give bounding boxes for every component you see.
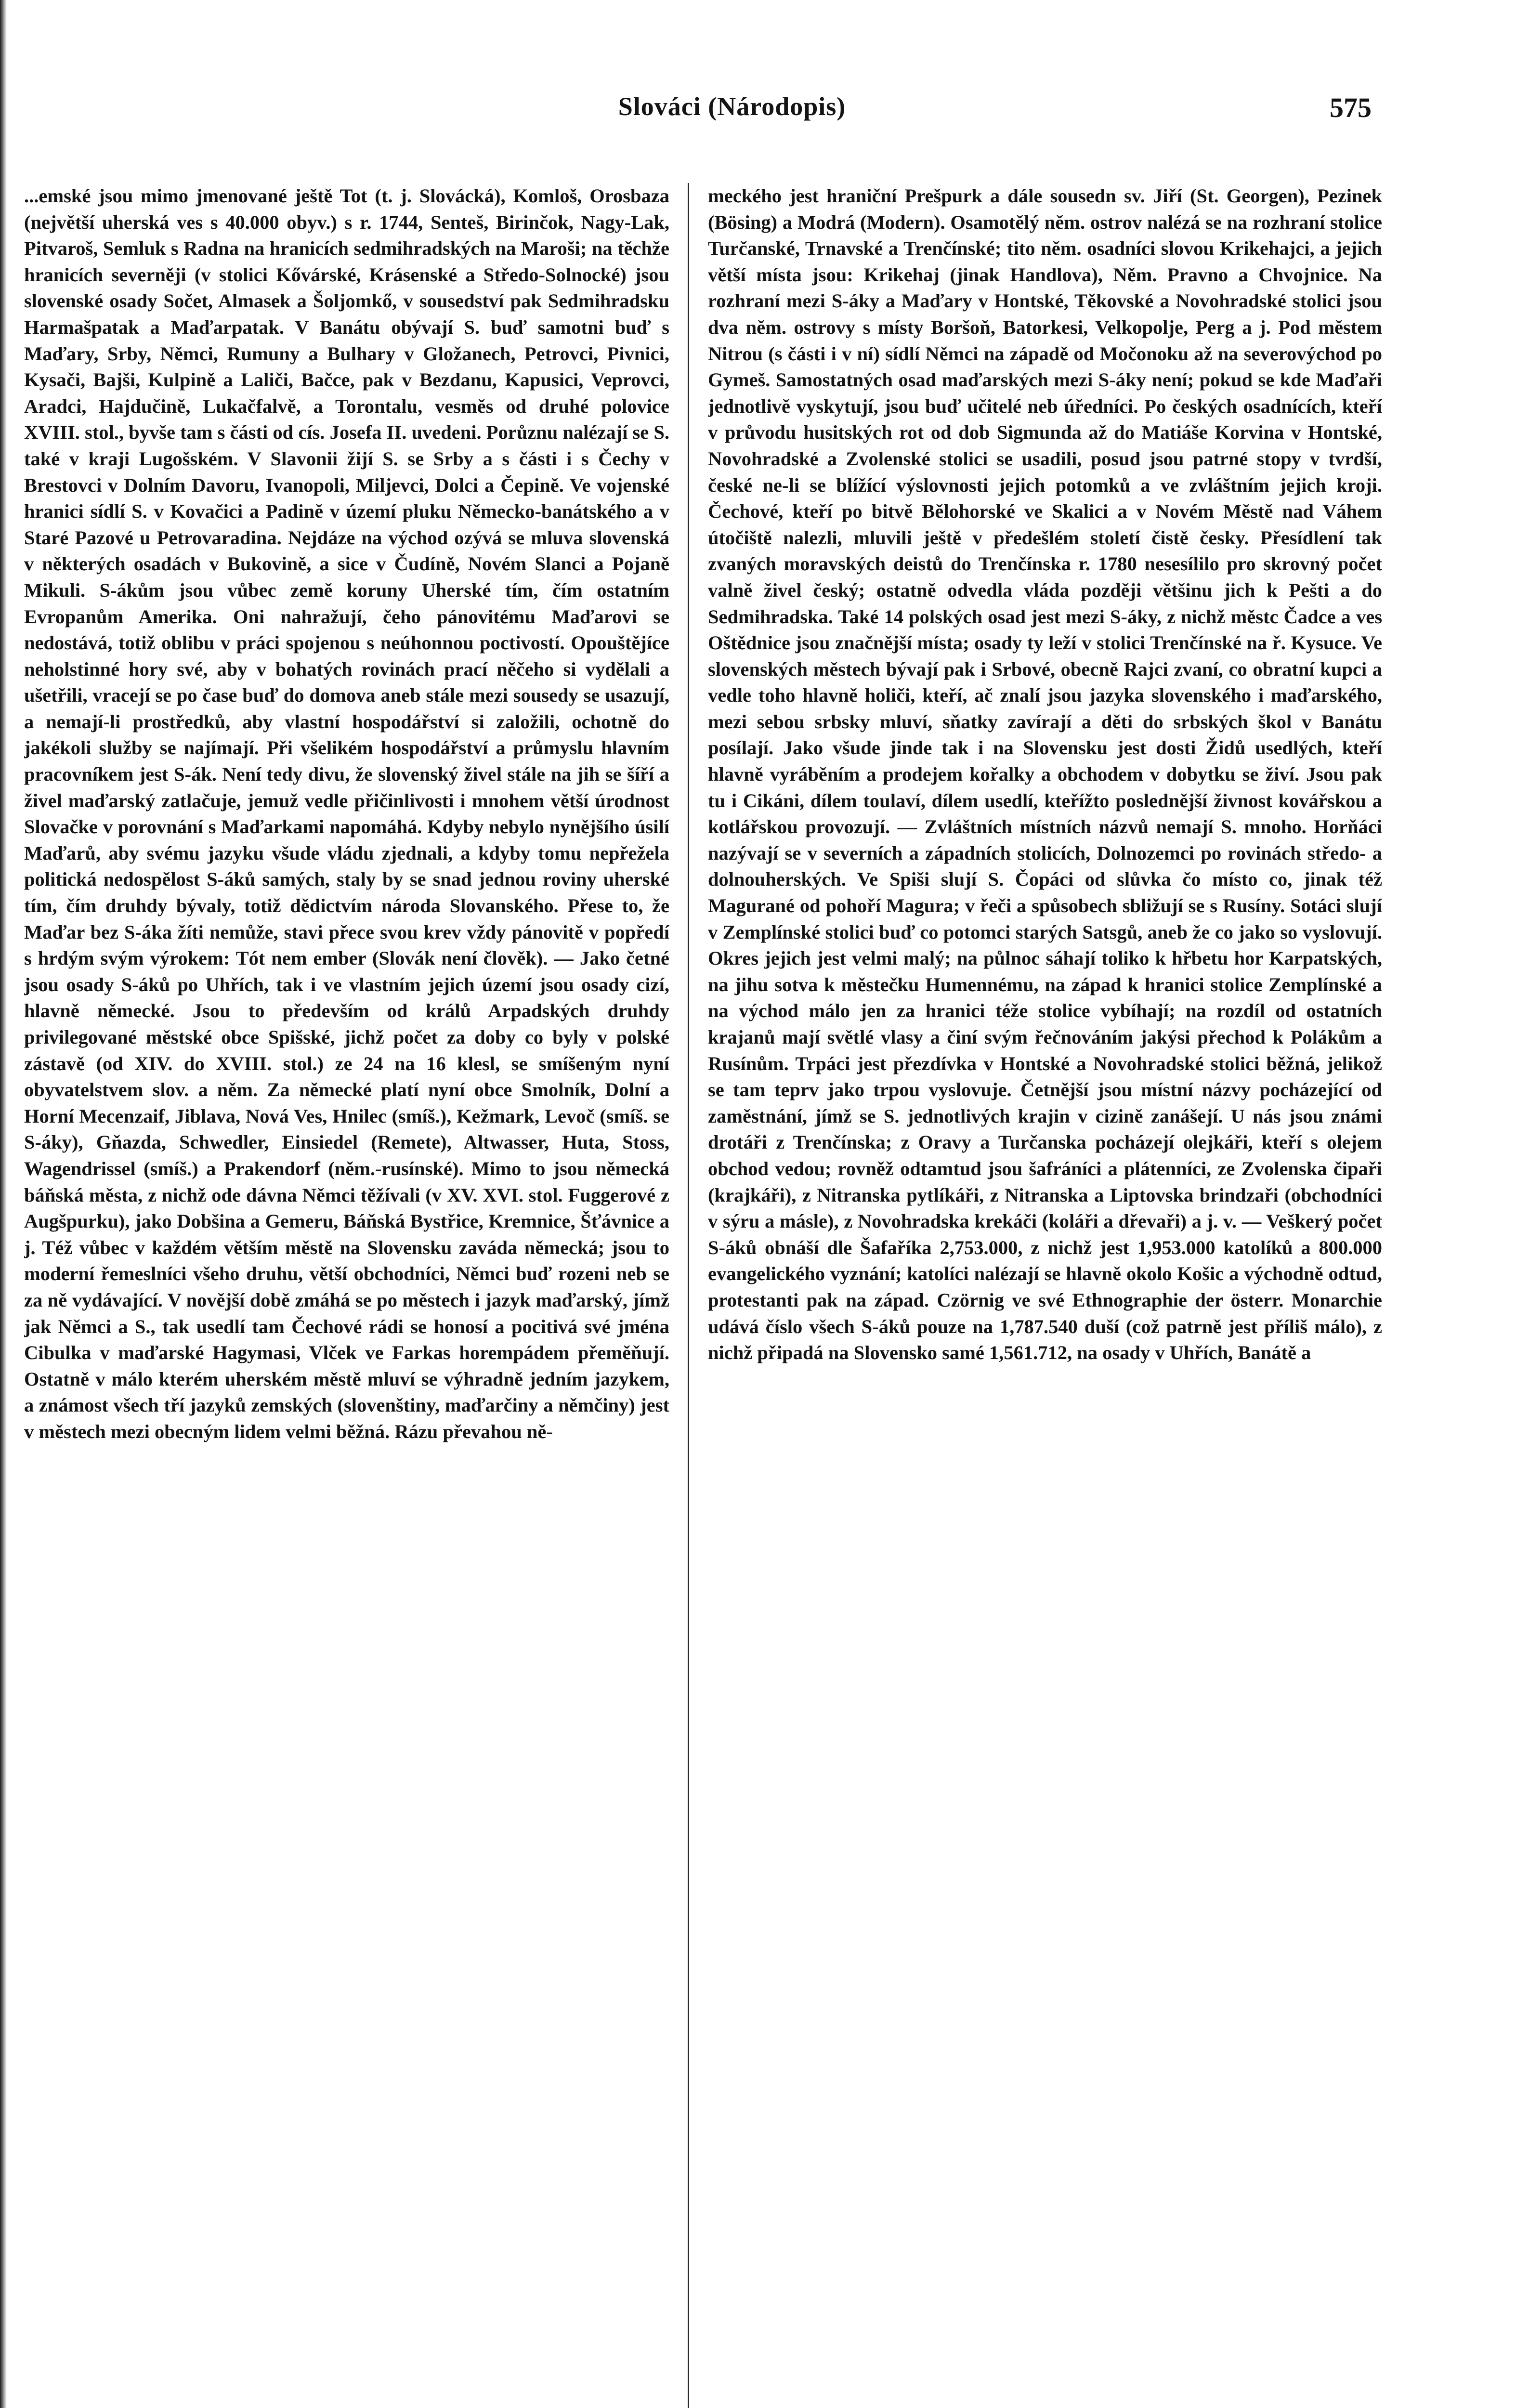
column-left-text: ...emské jsou mimo jmenované ještě Tot (t. j. Slovácká), Komloš, Orosbaza (největší uherská ves s 40.000 obyv.) s r. 1744, Senteš, Birinčok, Nagy-Lak, Pitvaroš, Semluk s Radna na hranicích sedmihradských na Maroši; na těchže hranicích severněji (v stolici Kővárské, Krásenské a Středo-Solnocké) jsou slovenské osady Sočet, Almasek a Šoljomkő, v sousedství pak Sedmihradsku Harmašpatak a Maďarpatak. V Banátu obývají S. buď samotni buď s Maďary, Srby, Němci, Rumuny a Bulhary v Gložanech, Petrovci, Pivnici, Kysači, Bajši, Kulpině a Laliči, Bačce, pak v Bezdanu, Kapusici, Veprovci, Aradci, Hajdučině, Lukačfalvě, a Torontalu, vesměs od druhé polovice XVIII. stol., byvše tam s části od cís. Josefa II. uvedeni. Porůznu nalézají se S. také v kraji Lugošském. V Slavonii žijí S. se Srby a s části i s Čechy v Brestovci v Dolním Davoru, Ivanopoli, Miljevci, Dolci a Čepině. Ve vojenské hranici sídlí S. v Kovačici a Padině v území pluku Německo-banátského a v Staré Pazové u Petrovaradina. Nejdáze na východ ozývá se mluva slovenská v některých osadách v Bukovině, a sice v Čudíně, Novém Slanci a Pojaně Mikuli. S-ákům jsou vůbec země koruny Uherské tím, čím ostatním Evropanům Amerika. Oni nahražují, čeho pánovitému Maďarovi se nedostává, totiž oblibu v práci spojenou s neúhonnou poctivostí. Opouštějíce neholstinné hory své, aby v bohatých rovinách prací něčeho si vydělali a ušetřili, vracejí se po čase buď do domova aneb stále mezi sousedy se usazují, a nemají-li prostředků, aby vlastní hospodářství si založili, ochotně do jakékoli služby se najímají. Při všelikém hospodářství a průmyslu hlavním pracovníkem jest S-ák. Není tedy divu, že slovenský živel stále na jih se šíří a živel maďarský zatlačuje, jemuž vedle přičinlivosti i mnohem větší úrodnost Slovačke v porovnání s Maďarkami napomáhá. Kdyby nebylo nynějšího úsilí Maďarů, aby svému jazyku všude vládu zjednali, a kdyby tomu nepřežela politická nedospělost S-áků samých, staly by se snad jednou roviny uherské tím, čím druhdy bývaly, totiž dědictvím národa Slovanského. Přese to, že Maďar bez S-áka žíti nemůže, stavi přece svou krev vždy pánovitě v popředí s hrdým svým výrokem: Tót nem ember (Slovák není člověk). — Jako četné jsou osady S-áků po Uhřích, tak i ve vlastním jejich území jsou osady cizí, hlavně německé. Jsou to především od králů Arpadských druhdy privilegované městské obce Spišské, jichž počet za doby co byly v polské zástavě (od XIV. do XVIII. stol.) ze 24 na 16 klesl, se smíšeným nyní obyvatelstvem slov. a něm. Za německé platí nyní obce Smolník, Dolní a Horní Mecenzaif, Jiblava, Nová Ves, Hnilec (smíš.), Kežmark, Levoč (smíš. se S-áky), Gňazda, Schwedler, Einsiedel (Remete), Altwasser, Huta, Stoss, Wagendrissel (smíš.) a Prakendorf (něm.-rusínské). Mimo to jsou německá báňská města, z nichž ode dávna Němci těžívali (v XV. XVI. stol. Fuggerové z Augšpurku), jako Dobšina a Gemeru, Báňská Bystřice, Kremnice, Šťávnice a j. Též vůbec v každém větším městě na Slovensku zaváda německá; jsou to moderní řemeslníci všeho druhu, větší obchodníci, Němci buď rozeni neb se za ně vydávající. V novější době zmáhá se po městech i jazyk maďarský, jímž jak Němci a S., tak usedlí tam Čechové rádi se honosí a pocitivá své jména Cibulka v maďarské Hagymasi, Vlček ve Farkas horempádem přeměňují. Ostatně v málo kterém uherském městě mluví se výhradně jedním jazykem, a známost všech tří jazyků zemských (slovenštiny, maďarčiny a němčiny) jest v městech mezi obecným lidem velmi běžná. Rázu převahou ně- bbox=[24, 185, 669, 1442]
page-number: 575 bbox=[1330, 92, 1372, 123]
scan-edge-shadow bbox=[0, 0, 7, 2408]
running-title: Slováci (Národopis) bbox=[618, 92, 846, 121]
page-header bbox=[0, 92, 1516, 135]
text-column-right bbox=[708, 183, 1382, 2408]
text-column-left bbox=[24, 183, 669, 2408]
column-divider bbox=[688, 183, 689, 2408]
column-right-text: meckého jest hraniční Prešpurk a dále sousedn sv. Jiří (St. Georgen), Pezinek (Bösing) a Modrá (Modern). Osamotělý něm. ostrov nalézá se na rozhraní stolice Turčanské, Trnavské a Trenčínské; tito něm. osadníci slovou Krikehajci, a jejich větší místa jsou: Krikehaj (jinak Handlova), Něm. Pravno a Chvojnice. Na rozhraní mezi S-áky a Maďary v Hontské, Těkovské a Novohradské stolici jsou dva něm. ostrovy s místy Boršoň, Batorkesi, Velkopolje, Perg a j. Pod městem Nitrou (s části i v ní) sídlí Němci na západě od Močonoku až na severovýchod po Gymeš. Samostatných osad maďarských mezi S-áky není; pokud se kde Maďaři jednotlivě vyskytují, jsou buď učitelé neb úředníci. Po českých osadnících, kteří v průvodu husitských rot od dob Sigmunda až do Matiáše Korvina v Hontské, Novohradské a Zvolenské stolici se usadili, posud jsou patrné stopy v tvrdší, české ne-li se blížící výslovnosti jejich potomků a ve zvláštním jejich kroji. Čechové, kteří po bitvě Bělohorské ve Skalici a v Novém Městě nad Váhem útočiště nalezli, mluvili ještě v předešlém století čistě česky. Přesídlení tak zvaných moravských deistů do Trenčínska r. 1780 nesesílilo pro skrovný počet valně živel český; ostatně odvedla vláda později většinu jich k Pešti a do Sedmihradska. Také 14 polských osad jest mezi S-áky, z nichž městc Čadce a ves Oštědnice jsou značnější místa; osady ty leží v stolici Trenčínské na ř. Kysuce. Ve slovenských městech bývají pak i Srbové, obecně Rajci zvaní, co obratní kupci a vedle toho hlavně holiči, kteří, ač znalí jsou jazyka slovenského i maďarského, mezi sebou srbsky mluví, sňatky zavírají a děti do srbských škol v Banátu posílají. Jako všude jinde tak i na Slovensku jest dosti Židů usedlých, kteří hlavně vyráběním a prodejem kořalky a obchodem v dobytku se živí. Jsou pak tu i Cikáni, dílem toulaví, dílem usedlí, kteřížto poslednější živnost kovářskou a kotlářskou provozují. — Zvláštních místních názvů nemají S. mnoho. Horňáci nazývají se v severních a západních stolicích, Dolnozemci po rovinách středo- a dolnouherských. Ve Spiši slují S. Čopáci od slůvka čo místo co, jinak též Magurané od pohoří Magura; v řeči a spůsobech sbližují se s Rusíny. Sotáci slují v Zemplínské stolici buď co potomci starých Satsgů, aneb že co jako so vyslovují. Okres jejich jest velmi malý; na půlnoc sáhají toliko k hřbetu hor Karpatských, na jihu sotva k městečku Humennému, na západ k hranici stolice Zemplínské a na východ málo jen za hranici téže stolice vybíhají; na rozdíl od ostatních krajanů mají světlé vlasy a činí svým řečnováním jakýsi přechod k Polákům a Rusínům. Trpáci jest přezdívka v Hontské a Novohradské stolici běžná, jelikož se tam teprv jako trpou vyslovuje. Četnější jsou místní názvy pocházející od zaměstnání, jímž se S. jednotlivých krajin v cizině zanášejí. U nás jsou známi drotáři z Trenčínska; z Oravy a Turčanska pocházejí olejkáři, kteří s olejem obchod vedou; rovněž odtamtud jsou šafráníci a plátenníci, ze Zvolenska čipaři (krajkáři), z Nitranska pytlíkáři, z Nitranska a Liptovska brindzaři (obchodníci v sýru a másle), z Novohradska krekáči (koláři a dřevaři) a j. v. — Veškerý počet S-áků obnáší dle Šafaříka 2,753.000, z nichž jest 1,953.000 katolíků a 800.000 evangelického vyznání; katolíci nalézají se hlavně okolo Košic a východně odtud, protestanti pak na západ. Czörnig ve své Ethnographie der österr. Monarchie udává číslo všech S-áků pouze na 1,787.540 duší (což patrně jest příliš málo), z nichž připadá na Slovensko samé 1,561.712, na osady v Uhřích, Banátě a bbox=[708, 185, 1382, 1364]
